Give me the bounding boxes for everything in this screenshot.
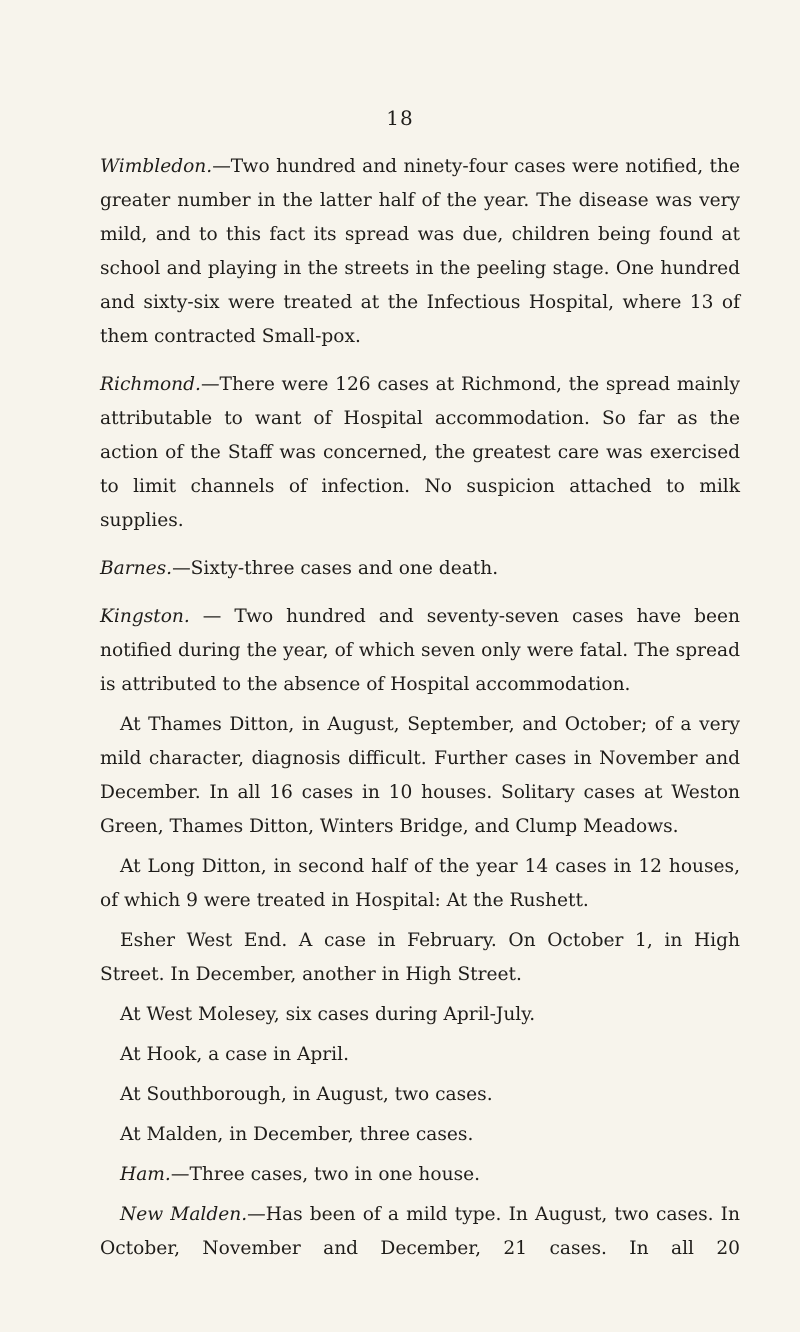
paragraph-text: —Three cases, two in one house.: [170, 1164, 481, 1185]
paragraph-text: — Two hundred and seventy-seven cases have been notified during the year, of which seven only were fatal. The spread is attributed to the absence of Hospital accommodation.: [100, 606, 740, 695]
paragraph-long-ditton: [100, 850, 740, 918]
paragraph-text: —Has been of a mild type. In August, two cases. In October, November and December, 21 cases. In all 20: [100, 1204, 740, 1259]
paragraph-text: —Sixty-three cases and one death.: [172, 558, 499, 579]
paragraph-text: —Two hundred and ninety-four cases were notified, the greater number in the latter half of the year. The disease was very mild, and to this fact its spread was due, children being found at school and playing in the streets in the peeling stage. One hundred and sixty-six were treated at the Infectious Hospital, where 13 of them contracted Small-pox.: [100, 156, 740, 347]
paragraph-ham: [100, 1158, 740, 1192]
paragraph-heading: Kingston.: [100, 606, 190, 627]
paragraph-west-molesey: [100, 998, 740, 1032]
paragraph-barnes: [100, 552, 740, 586]
paragraph-richmond: [100, 368, 740, 538]
paragraph-heading: Ham.: [120, 1164, 171, 1185]
page-number: 18: [386, 106, 414, 130]
paragraph-heading: New Malden.: [120, 1204, 248, 1225]
paragraph-heading: Wimbledon.: [100, 156, 213, 177]
paragraph-southborough: [100, 1078, 740, 1112]
paragraph-thames-ditton: [100, 708, 740, 844]
body-text: [100, 150, 740, 1266]
paragraph-esher: [100, 924, 740, 992]
paragraph-text: At Hook, a case in April.: [120, 1044, 349, 1065]
paragraph-text: At West Molesey, six cases during April-July.: [120, 1004, 536, 1025]
paragraph-heading: Barnes.: [100, 558, 173, 579]
paragraph-wimbledon: [100, 150, 740, 354]
paragraph-malden: [100, 1118, 740, 1152]
paragraph-text: At Malden, in December, three cases.: [120, 1124, 474, 1145]
paragraph-text: At Thames Ditton, in August, September, and October; of a very mild character, diagnosis difficult. Further cases in November and December. In all 16 cases in 10 houses. Solitary cases at Weston Green, Thames Ditton, Winters Bridge, and Clump Meadows.: [100, 714, 740, 837]
paragraph-text: Esher West End. A case in February. On October 1, in High Street. In December, another in High Street.: [100, 930, 740, 985]
paragraph-new-malden: [100, 1198, 740, 1266]
paragraph-heading: Richmond.: [100, 374, 201, 395]
paragraph-text: —There were 126 cases at Richmond, the spread mainly attributable to want of Hospital accommodation. So far as the action of the Staff was concerned, the greatest care was exercised to limit channels of infection. No suspicion attached to milk supplies.: [100, 374, 740, 531]
paragraph-kingston: [100, 600, 740, 702]
paragraph-text: At Southborough, in August, two cases.: [120, 1084, 493, 1105]
paragraph-hook: [100, 1038, 740, 1072]
paragraph-text: At Long Ditton, in second half of the year 14 cases in 12 houses, of which 9 were treated in Hospital: At the Rushett.: [100, 856, 740, 911]
